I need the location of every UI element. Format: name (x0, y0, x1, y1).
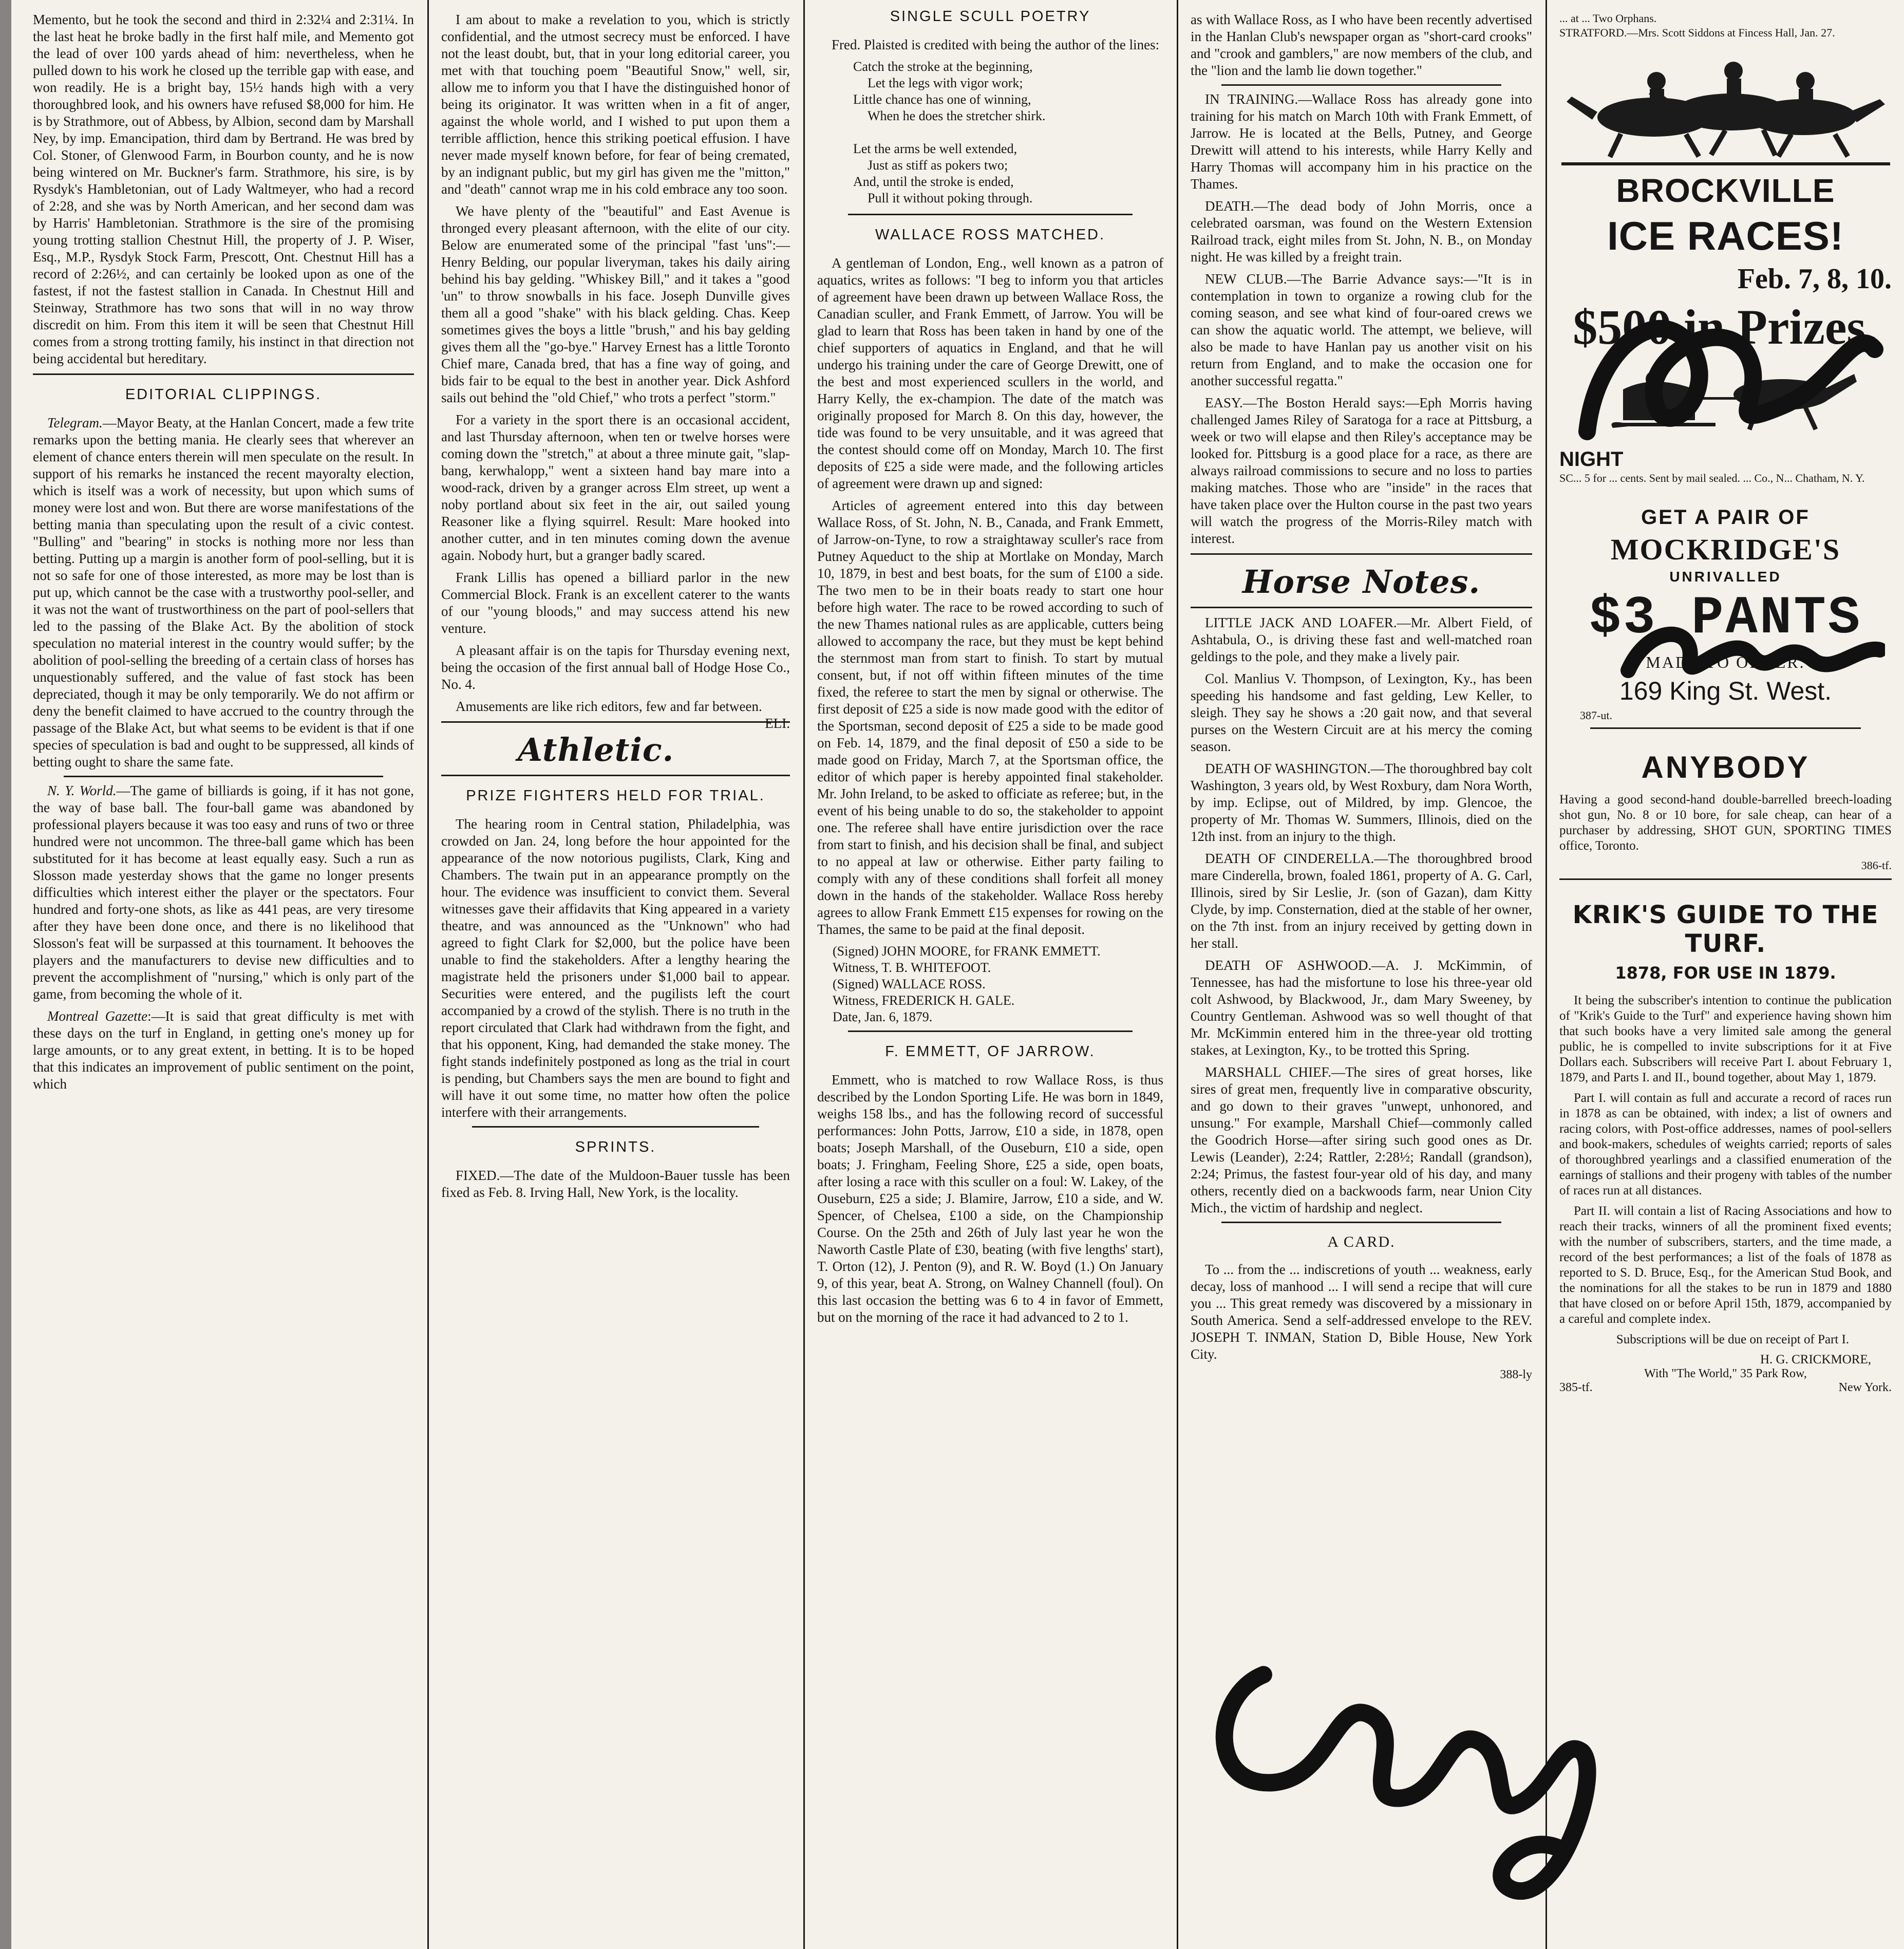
strathmore-article: Memento, but he took the second and third in 2:32¼ and 2:31¼. In the last heat he broke badly in the first half mile, and Memento got the lead of over 100 yards ahead of him: nevertheless, when he pulled down to his work he closed up the terrible gap with ease, and won readily. He is a bright bay, 15½ hands high with a very thoroughbred look, and his owners have refused $8,000 for him. He is by Strathmore, out of Abbess, by Albion, second dam by Marshall Ney, by imp. Emancipation, third dam by Bertrand. He was bred by Col. Stoner, of Glenwood Farm, in Bourbon county, and he is now being wintered on Mr. Buckner's farm. Strathmore, his sire, is by Rysdyk's Hambletonian, out of Lady Waltmeyer, who had a record of 2:28, and she was by North American, and her second dam was by Harris' Hambletonian. Strathmore is the sire of the promising young trotting stallion Chestnut Hill, the property of J. P. Wiser, Esq., M.P., Rysdyk Stock Farm, Prescott, Ont. Chestnut Hill has a record of 2:26½, and can certainly be looked upon as one of the fastest, if not the fastest stallion in Canada. In Chestnut Hill and Steinway, Strathmore has two sons that will in no way throw discredit on him. From this item it will be seen that Chestnut Hill comes from a strong trotting family, his instinct in that direction not being accidental but hereditary. (33, 12, 414, 366)
separator-rule (848, 1030, 1133, 1032)
clipping-text: —The game of billiards is going, if it has not gone, the way of base ball. The four-ball game was abandoned by professional players because it was too easy and runs of two or three hundred were not uncommon. The three-ball game which has been substituted for it has become at least equally easy. Such a run as Slosson made yesterday shows that the game no longer presents difficulties which interest either the player or the spectators. Four hundred and forty-one shots, as like as 441 peas, are very tiresome after they have been done once, and there is no likelihood that Slosson's feat will be surpassed at this tournament. It behooves the players and the manufacturers to devise new difficulties and to prevent the accomplishment of "nursing," which is only part of the game, from becoming the whole of it. (33, 783, 414, 1002)
letter-paragraph: I am about to make a revelation to you, which is strictly confidential, and the utmost secrecy must be enforced. I have not the least doubt, but, that in your long editorial career, you met with that touching poem "Beautiful Snow," well, sir, allow me to inform you that I have the distinguished honor of being its originator. It was written when in a fit of anger, against the whole world, and I wished to put upon them a terrible affliction, hence this striking poetical effusion. I have never made myself known before, for fear of being cremated, by an indignant public, but my girl has given me the "mitton," and "death" cannot wrap me in his cold embrace any too soon. (441, 12, 790, 197)
world-clipping (33, 782, 414, 1003)
horse-item (1191, 760, 1532, 845)
letter-paragraph: We have plenty of the "beautiful" and East Avenue is thronged every pleasant afternoon, with the elite of our city. Below are enumerated some of the principal "fast 'uns":—Henry Belding, our popular liveryman, takes his daily airing behind his bay gelding. "Whiskey Bill," and it takes a "good 'un" to throw snowballs in his face. Joseph Dunville gives them all a good "shake" with his black gelding. Chas. Keep sometimes gives the boys a little "brush," and his bay gelding gives them all the "go-bye." Harvey Ernest has a little Toronto Chief mare, Canada bred, that has a fine way of going, and bids fair to be equal to the best in another year. Dick Ashford sails out behind the "old Chief," who trots a perfect "storm." (441, 203, 790, 405)
prizes-text: $500 in Prizes. (1573, 299, 1878, 354)
item-label: DEATH OF ASHWOOD. (1205, 958, 1372, 973)
section-rule (441, 721, 790, 723)
wallace-ross-heading: WALLACE ROSS MATCHED. (875, 227, 1106, 243)
poem-line: Just as stiff as pokers two; (868, 158, 1008, 173)
item-text: —The date of the Muldoon-Bauer tussle has been fixed as Feb. 8. Irving Hall, New York, is the locality. (441, 1168, 790, 1200)
signature-line: (Signed) JOHN MOORE, for FRANK EMMETT. (833, 944, 1101, 959)
club-continuation: as with Wallace Ross, as I who have been recently advertised in the Hanlan Club's newspaper organ as "short-card crooks" and "crook and gamblers," are now members of the club, and the "lion and the lamb lie down together." (1191, 12, 1532, 78)
separator-rule (1221, 1222, 1501, 1223)
sprints-item (441, 1167, 790, 1201)
guide-paragraph: Part I. will contain as full and accurate a record of races run in 1878 as can be obtained, with index; a list of owners and racing colors, with Post-office addresses, names of pool-sellers and book-makers, schedules of weights carried; reports of sales of thoroughbred yearlings and a classified enumeration of the earnings of stallions and their progeny with tables of the number of races run at all distances. (1559, 1091, 1892, 1197)
horse-notes-heading: Horse Notes. (1242, 563, 1481, 601)
ad-code: 387-ut. (1580, 709, 1612, 722)
letter-paragraph: A pleasant affair is on the tapis for Thursday evening next, being the occasion of the first annual ball of Hodge Hose Co., No. 4. (441, 643, 790, 692)
racing-horses-illustration (1561, 40, 1890, 168)
prize-fighters-heading: PRIZE FIGHTERS HELD FOR TRIAL. (466, 788, 765, 804)
column-5-ads (1547, 0, 1904, 1949)
item-text: —Mr. Albert Field, of Ashtabula, O., is driving these fast and well-matched roan geldings to the pole, and they make a lively pair. (1191, 615, 1532, 664)
theatre-notice: ... at ... Two Orphans. (1559, 12, 1657, 25)
editorial-clippings-heading: EDITORIAL CLIPPINGS. (125, 386, 322, 403)
aquatic-item (1191, 395, 1532, 547)
column-2 (429, 0, 802, 1949)
poem-line: Pull it without poking through. (868, 191, 1033, 205)
source-label: Telegram. (47, 415, 103, 430)
letter-signature: ELI. (765, 716, 790, 731)
mockridge-title: MOCKRIDGE'S (1610, 533, 1841, 566)
guide-city: New York. (1838, 1381, 1892, 1394)
sprints-heading: SPRINTS. (575, 1139, 656, 1155)
ad-code: 386-tf. (1861, 859, 1892, 872)
articles-of-agreement: Articles of agreement entered into this day between Wallace Ross, of St. John, N. B., Canada, and Frank Emmett, of Jarrow-on-Tyne, to row a straightaway sculler's race from Putney Aqueduct to the ship at Mortlake on Monday, March 10, 1879, in best and best boats, for the sum of £100 a side. The two men to be in their boats ready to start one hour before high water. The race to be rowed according to such of the new Thames national rules as are applicable, cutters being allowed to accompany the race, but they must be kept behind the sternmost man from start to finish. To start by mutual consent, but, if not off within fifteen minutes of the time fixed, the referee to start the men by signal or otherwise. The first deposit of £25 a side is now made good with the editor of the Sportsman, second deposit of £25 a side to be made good on Feb. 14, 1879, and the final deposit of £50 a side to be made good on Friday, March 7, at the Sportsman office, the editor of which paper is hereby appointed final stakeholder. Mr. John Ireland, to be asked to officiate as referee; but, in the event of his being unable to do so, the stakeholder to appoint one. The referee shall have entire jurisdiction over the race from start to finish, and his decision shall be final, and subject to no appeal at law or otherwise. Either party failing to comply with any of these conditions shall forfeit all money down in the hands of the stakeholder. Wallace Ross hereby agrees to allow Frank Emmett £15 expenses for rowing on the Thames, the same to be paid at the final deposit. (817, 498, 1163, 937)
item-text: —A. J. McKimmin, of Tennessee, has had the misfortune to lose his three-year old colt Ashwood, by Blackwood, Jr., dam Mary Sweeney, by Country Gentleman. Ashwood was so well thought of that Mr. McKimmin entered him in the three-year old trotting stakes, at Lexington, Ky., to be trotted this Spring. (1191, 958, 1532, 1058)
race-dates: Feb. 7, 8, 10. (1737, 263, 1892, 295)
emmett-heading: F. EMMETT, OF JARROW. (885, 1043, 1096, 1060)
separator-rule (848, 214, 1133, 215)
source-label: Montreal Gazette (47, 1008, 148, 1024)
separator-rule (472, 1126, 759, 1128)
clipping-text: —Mayor Beaty, at the Hanlan Concert, made a few trite remarks upon the betting mania. He clearly sees that wherever an element of chance enters therein will men speculate on the result. In support of his remarks he instanced the recent mayoralty election, which is itself was a work of necessity, but upon which sums of money were lost and won. But there are worse manifestations of the betting mania than speculating upon the result of a civic contest. "Bulling" and "bearing" in stocks is nothing more nor less than betting. Putting up a margin is another form of pool-selling, but it is not so safe for one of those interested, as more may be lost than is put up, which cannot be the case with a trustworthy pool-seller, and it was not the want of trustworthiness on the part of pool-sellers that led to the passing of the Blake Act. By the abolition of stock speculation no material interest in the country would suffer; by the abolition of pool-selling the breeding of a certain class of horses has unquestionably suffered, and the value of fast stock has been depreciated, though it may be only temporarily. We do not affirm or deny the benefit claimed to have accrued to the country through the passage of the Blake Act, but what seems to be evident is that if one species of speculation is bad and ought to be suppressed, all kinds of betting ought to share the same fate. (33, 415, 414, 770)
horse-item (1191, 614, 1532, 665)
brockville-title: BROCKVILLE (1616, 172, 1835, 209)
page-edge (0, 0, 11, 1949)
kriks-guide-ad (1559, 878, 1892, 1395)
aquatic-item (1191, 271, 1532, 389)
gazette-clipping (33, 1008, 414, 1093)
brockville-ad (1559, 172, 1892, 441)
separator-rule (64, 776, 383, 777)
anybody-text: Having a good second-hand double-barrelled breech-loading shot gun, No. 8 or 10 bore, for sale cheap, can hear of a purchaser by addressing, SHOT GUN, SPORTING TIMES office, Toronto. (1559, 793, 1892, 853)
unrivalled-text: UNRIVALLED (1669, 569, 1782, 585)
signature-line: (Signed) WALLACE ROSS. (833, 977, 986, 991)
poem-line: Let the arms be well extended, (853, 141, 1017, 156)
horse-item (1191, 957, 1532, 1059)
clipping-text: :—It is said that great difficulty is met with these days on the turf in England, in getting one's money up for large amounts, or to any great extent, in betting. It is to be hoped that this indicates an improvement of public sentiment on the point, which (33, 1008, 414, 1092)
letter-paragraph: Frank Lillis has opened a billiard parlor in the new Commercial Block. Frank is an excellent caterer to the wants of our "young bloods," and may success attend his new venture. (441, 570, 790, 636)
section-rule (33, 373, 414, 375)
agreement-signatures (833, 943, 1163, 1025)
item-text: —Wallace Ross has already gone into training for his match on March 10th with Frank Emmett, of Jarrow. He is located at the Bells, Putney, and George Drewitt will attend to his interests, while Harry Kelly and Harry Thomas will accompany him in his practice on the Thames. (1191, 91, 1532, 192)
poem-line (853, 124, 1163, 141)
poem-line: Let the legs with vigor work; (868, 76, 1023, 90)
column-3 (805, 0, 1176, 1949)
aquatic-item (1191, 198, 1532, 266)
ross-article: A gentleman of London, Eng., well known as a patron of aquatics, writes as follows: "I beg to inform you that articles of agreement have been drawn up between Wallace Ross, the Canadian sculler, and Frank Emmett, of Jarrow. You will be glad to learn that Ross has been taken in hand by one of the chief supporters of aquatics in England, and that he will undergo his training under the care of George Drewitt, one of the best and most experienced scullers in the world, and Harry Kelly, the ex-champion. The date of the match was originally proposed for March 8. On this day, however, the tide was found to be very unsuitable, and it was agreed that the contest should come off on Monday, March 10. The first deposits of £25 a side were made, and the following articles of agreement were drawn up and signed: (817, 255, 1163, 491)
section-rule (441, 775, 790, 776)
signature-line: Date, Jan. 6, 1879. (833, 1009, 933, 1024)
ad-code: 388-ly (1500, 1368, 1532, 1381)
poem-line: Little chance has one of winning, (853, 92, 1031, 107)
item-text: —The thoroughbred brood mare Cinderella, brown, foaled 1861, property of A. G. Carl, Illinois, sired by Sir Leslie, Jr. (son of Gazan), dam Kitty Clyde, by imp. Consternation, died at the stable of her owner, on the 7th inst. from an injury received by getting down in her stall. (1191, 851, 1533, 951)
letter-closing: Amusements are like rich editors, few and far between. (456, 699, 762, 714)
item-text: —The thoroughbred bay colt Washington, 3 years old, by West Roxbury, dam Nora Worth, by imp. Eclipse, out of Mildred, by imp. Glencoe, the property of Mr. Thomas W. Summers, Illinois, died on the 12th inst. from an injury to the thigh. (1191, 761, 1533, 844)
item-label: LITTLE JACK AND LOAFER. (1205, 615, 1397, 630)
card-heading: A CARD. (1327, 1233, 1396, 1250)
item-label: IN TRAINING. (1205, 91, 1298, 107)
emmett-article: Emmett, who is matched to row Wallace Ross, is thus described by the London Sporting Life. He was born in 1849, weighs 158 lbs., and has the following record of successful performances: John Potts, Jarrow, £10 a side, in 1878, open boats; Joseph Marshall, of the Ouseburn, £10 a side, open boats; J. Fringham, Feeling Shore, £25 a side, open boats, after losing a race with this sculler on a foul: W. Lakey, of the Ouseburn, £25 a side; J. Blamire, Jarrow, £10 a side, and W. Spencer, of Chelsea, £100 a side, on the Championship Course. On the 25th and 26th of July last year he won the Naworth Castle Plate of £30, beating (with five lengths' start), T. Orton (12), J. Penton (9), and R. W. Boyd (1.) On January 9, of this year, beat A. Strong, on Walney Channell (foul). On this last occasion the betting was 6 to 4 in favor of Emmett, but on the morning of the race it had advanced to 2 to 1. (817, 1072, 1163, 1325)
ad-code: 385-tf. (1559, 1381, 1593, 1394)
column-4 (1178, 0, 1544, 1949)
section-rule (1191, 607, 1532, 608)
guide-paragraph: Subscriptions will be due on receipt of Part I. (1616, 1333, 1850, 1346)
guide-author: H. G. CRICKMORE, (1760, 1353, 1871, 1366)
source-label: N. Y. World. (47, 783, 117, 798)
poem (853, 59, 1163, 207)
poem-line: And, until the stroke is ended, (853, 174, 1014, 189)
item-label: MARSHALL CHIEF. (1205, 1064, 1332, 1080)
telegram-clipping (33, 415, 414, 771)
item-label: DEATH. (1205, 198, 1254, 214)
theatre-notice: STRATFORD.—Mrs. Scott Siddons at Fincess Hall, Jan. 27. (1559, 26, 1835, 39)
horse-item: Col. Manlius V. Thompson, of Lexington, Ky., has been speeding his handsome and fast gelding, Lew Keller, to sleigh. They say he shows a :20 gait now, and that several purses on the Western Circuit are at his mercy the coming season. (1191, 671, 1532, 754)
night-ad (1559, 448, 1892, 485)
poetry-heading: SINGLE SCULL POETRY (890, 8, 1091, 25)
mockridge-ad (1559, 506, 1892, 722)
item-label: EASY. (1205, 395, 1243, 410)
signature-line: Witness, FREDERICK H. GALE. (833, 993, 1015, 1008)
item-label: NEW CLUB. (1205, 271, 1287, 287)
night-text: SC... 5 for ... cents. Sent by mail sealed. ... Co., N... Chatham, N. Y. (1559, 472, 1865, 484)
store-address: 169 King St. West. (1619, 677, 1832, 705)
card-ad-text: To ... from the ... indiscretions of youth ... weakness, early decay, loss of manhood ... I will send a recipe that will cure you ... This great remedy was discovered by a missionary in South America. Send a self-addressed envelope to the REV. JOSEPH T. INMAN, Station D, Bible House, New York City. (1191, 1262, 1532, 1362)
section-rule (1559, 878, 1892, 880)
ice-races-title: ICE RACES! (1607, 213, 1844, 258)
item-text: —The Boston Herald says:—Eph Morris having challenged James Riley of Saratoga for a race at Pittsburg, a week or two will elapse and then Riley's acceptance may be looked for. Pittsburg is a good place for a race, as there are always railroad commissions to secure and no loss to parties making matches. Those who are "inside" in the races that have taken place over the Hulton course in the past two years will watch the progress of the Morris-Riley match with interest. (1191, 395, 1532, 546)
guide-paragraph: It being the subscriber's intention to continue the publication of "Krik's Guide to the Turf" and experience having shown him that such books have a very limited sale among the general public, he is compelled to invite subscriptions for it at Five Dollars each. Subscribers will receive Part I. about February 1, 1879, and Parts I. and II., bound together, about May 1, 1879. (1559, 994, 1892, 1084)
athletic-heading: Athletic. (518, 731, 674, 769)
sleigh-illustration (1592, 359, 1859, 441)
horse-item (1191, 1064, 1532, 1216)
anybody-title: ANYBODY (1641, 750, 1810, 784)
poetry-intro: Fred. Plaisted is credited with being the author of the lines: (832, 37, 1160, 52)
signature-line: Witness, T. B. WHITEFOOT. (833, 960, 991, 975)
poem-line: When he does the stretcher shirk. (868, 108, 1046, 123)
guide-subtitle: 1878, FOR USE IN 1879. (1615, 963, 1836, 983)
letter-paragraph (441, 698, 790, 731)
horse-item (1191, 850, 1532, 952)
guide-footer (1559, 1381, 1892, 1395)
item-text: —The Barrie Advance says:—"It is in contemplation in town to organize a rowing club for the coming season, and see what kind of four-oared crews we can show the aquatic world. The attempt, we believe, will also be made to have Hanlan pay us another visit on his return from England, and to make the occasion one for another successful regatta." (1191, 271, 1533, 388)
item-label: DEATH OF CINDERELLA. (1205, 851, 1374, 866)
get-a-pair: GET A PAIR OF (1641, 506, 1810, 529)
separator-rule (1590, 727, 1861, 729)
item-text: —The dead body of John Morris, once a celebrated oarsman, was found on the Western Extension Railroad track, eight miles from St. John, N. B., on Monday night. He was killed by a freight train. (1191, 198, 1532, 265)
guide-address: With "The World," 35 Park Row, (1644, 1367, 1807, 1380)
item-text: —The sires of great horses, like sires of great men, frequently live in comparative obscurity, and go down to their graves "unwept, unhonored, and unsung." For example, Marshall Chief—commonly called the Goodrich Horse—after siring such good ones as Dr. Lewis (Leander), 2:24; Rattler, 2:28½; Randall (grandson), 2:24; Primus, the fastest four-year old of his day, and many others, recently died on a backwoods farm, near Union City Mich., the victim of hardship and neglect. (1191, 1064, 1532, 1215)
letter-paragraph: For a variety in the sport there is an occasional accident, and last Thursday afternoon, when ten or twelve horses were coming down the "stretch," at about a three minute gait, "slap-bang, kerwhalopp," went a sixteen hand bay mare into a wood-rack, driven by a granger across Elm street, up went a noby portland about six feet in the air, out sailed young Reasoner like a flying squirrel. Result: Mare hooked into another cutter, and in ten minutes coming down the avenue again. Nobody hurt, but a granger badly scared. (441, 412, 790, 563)
section-rule (1191, 553, 1532, 555)
item-label: FIXED. (456, 1168, 500, 1183)
aquatic-item (1191, 91, 1532, 193)
anybody-ad (1559, 727, 1892, 872)
night-title: NIGHT (1559, 448, 1624, 471)
prize-fighters-article: The hearing room in Central station, Philadelphia, was crowded on Jan. 24, long before the hour appointed for the appearance of the now notorious pugilists, Clark, King and Chambers. The twain put in an appearance promptly on the hour. The evidence was insufficient to convict them. Several witnesses gave their affidavits that King appeared in a variety theatre, and was announced as the "Unknown" who had agreed to fight Clark for $2,000, but the police have been unable to find the stakeholders. After a lengthy hearing the magistrate held the prisoners under $1,000 bail to appear. Securities were entered, and the pugilists left the court accompanied by a crowd of the stylish. There is no truth in the report circulated that Clark had withdrawn from the fight, and that his opponent, King, had demanded the stake money. The fight stands indefinitely postponed as long as the trial in court is pending, but Chambers says the men are bound to fight and will have it out some time, no matter how often the police interfere with their arrangements. (441, 816, 790, 1120)
separator-rule (1221, 84, 1501, 86)
guide-paragraph: Part II. will contain a list of Racing Associations and how to reach their tracks, winners of all the prominent fixed events; with the number of subscribers, starters, and the time made, a record of the best performances; a list of the foals of 1878 as reported to S. D. Bruce, Esq., for the American Stud Book, and the nominations for all the stakes to be run in 1879 and 1880 that have closed on or before April 15th, 1879, accompanied by a careful and complete index. (1559, 1204, 1892, 1326)
pants-price: $3 PANTS (1589, 588, 1862, 649)
item-label: DEATH OF WASHINGTON. (1205, 761, 1371, 776)
poem-line: Catch the stroke at the beginning, (853, 59, 1033, 74)
column-1 (21, 0, 426, 1949)
guide-title: KRIK'S GUIDE TO THE TURF. (1572, 901, 1879, 958)
made-to-order: MADE TO ORDER. (1646, 653, 1805, 671)
